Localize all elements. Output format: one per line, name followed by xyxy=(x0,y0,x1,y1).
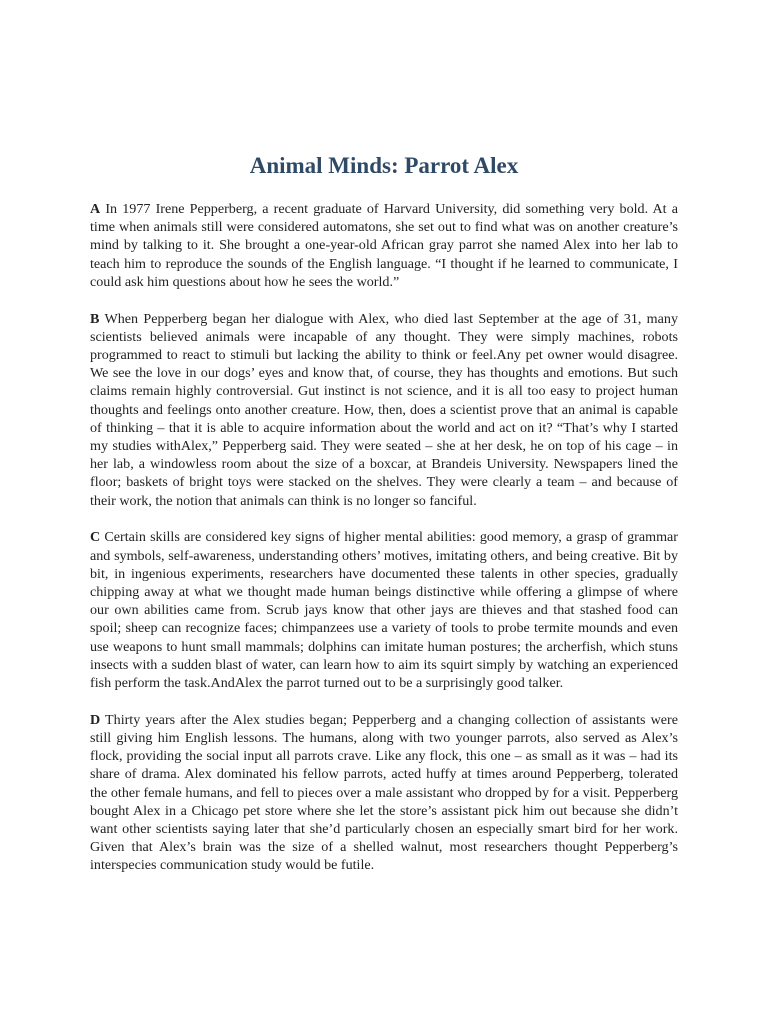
paragraph-d xyxy=(90,711,678,875)
paragraph-c xyxy=(90,528,678,692)
paragraph-text: In 1977 Irene Pepperberg, a recent graduate of Harvard University, did something very bold. At a time when animals still were considered automatons, she set out to find what was on another creature’s mind by talking to it. She brought a one-year-old African gray parrot she named Alex into her lab to teach him to reproduce the sounds of the English language. “I thought if he learned to communicate, I could ask him questions about how he sees the world.” xyxy=(90,201,678,290)
document-title: Animal Minds: Parrot Alex xyxy=(249,153,519,178)
paragraph-letter: D xyxy=(90,711,101,728)
paragraph-letter: A xyxy=(90,201,101,217)
document-body xyxy=(90,200,678,893)
paragraph-a xyxy=(90,200,678,291)
paragraph-letter: C xyxy=(90,529,101,546)
paragraph-b xyxy=(90,310,678,510)
paragraph-text: Thirty years after the Alex studies began; Pepperberg and a changing collection of assistants were still giving him English lessons. The humans, along with two younger parrots, also served as Alex’s flock, providing the social input all parrots crave. Like any flock, this one – as small as it was – had its share of drama. Alex dominated his fellow parrots, acted huffy at times around Pepperberg, tolerated the other female humans, and fell to pieces over a male assistant who dropped by for a visit. Pepperberg bought Alex in a Chicago pet store where she let the store’s assistant pick him out because she didn’t want other scientists saying later that she’d particularly chosen an especially smart bird for her work. Given that Alex’s brain was the size of a shelled walnut, most researchers thought Pepperberg’s interspecies communication study would be futile. xyxy=(90,711,678,874)
paragraph-text: Certain skills are considered key signs of higher mental abilities: good memory, a grasp of grammar and symbols, self-awareness, understanding others’ motives, imitating others, and being creative. Bit by bit, in ingenious experiments, researchers have documented these talents in other species, gradually chipping away at what we thought made human beings distinctive while offering a glimpse of where our own abilities came from. Scrub jays know that other jays are thieves and that stashed food can spoil; sheep can recognize faces; chimpanzees use a variety of tools to probe termite mounds and even use weapons to hunt small mammals; dolphins can imitate human postures; the archerfish, which stuns insects with a sudden blast of water, can learn how to aim its squirt simply by watching an experienced fish perform the task.AndAlex the parrot turned out to be a surprisingly good talker. xyxy=(90,529,678,692)
paragraph-text: When Pepperberg began her dialogue with Alex, who died last September at the age of 31, many scientists believed animals were incapable of any thought. They were simply machines, robots programmed to react to stimuli but lacking the ability to think or feel.Any pet owner would disagree. We see the love in our dogs’ eyes and know that, of course, they has thoughts and emotions. But such claims remain highly controversial. Gut instinct is not science, and it is all too easy to project human thoughts and feelings onto another creature. How, then, does a scientist prove that an animal is capable of thinking – that it is able to acquire information about the world and act on it? “That’s why I started my studies withAlex,” Pepperberg said. They were seated – she at her desk, he on top of his cage – in her lab, a windowless room about the size of a boxcar, at Brandeis University. Newspapers lined the floor; baskets of bright toys were stacked on the shelves. They were clearly a team – and because of their work, the notion that animals can think is no longer so fanciful. xyxy=(90,310,678,509)
paragraph-letter: B xyxy=(90,310,100,327)
